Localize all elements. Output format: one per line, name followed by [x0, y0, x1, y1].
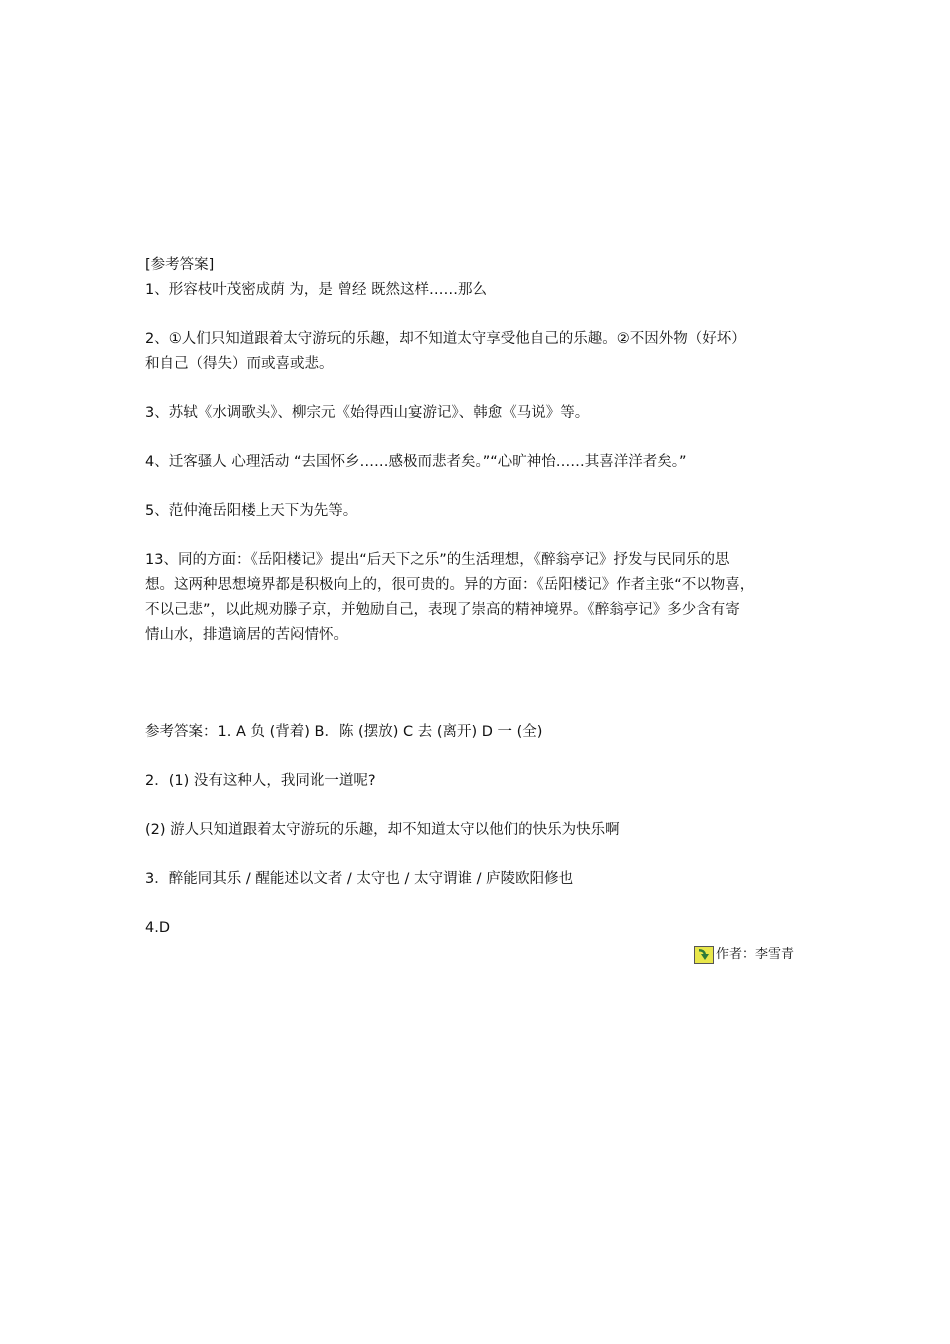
- answer-13-line-3: 不以己悲”，以此规劝滕子京，并勉励自己，表现了崇高的精神境界。《醉翁亭记》多少含有寄: [145, 602, 740, 618]
- document-body: [145, 253, 815, 941]
- answer-part2-1: 参考答案：1. A 负 (背着) B．陈 (摆放) C 去 (离开) D 一 (全): [145, 724, 543, 740]
- answer-part2-2-1: 2．(1) 没有这种人，我同讹一道呢?: [145, 773, 376, 789]
- answer-part2-2-2: (2) 游人只知道跟着太守游玩的乐趣，却不知道太守以他们的快乐为快乐啊: [145, 822, 620, 838]
- answer-13-line-2: 想。这两种思想境界都是积极向上的，很可贵的。异的方面：《岳阳楼记》作者主张“不以物喜，: [145, 577, 755, 593]
- answer-2-line-2: 和自己（得失）而或喜或悲。: [145, 356, 334, 372]
- answer-2-line-1: 2、①人们只知道跟着太守游玩的乐趣，却不知道太守享受他自己的乐趣。②不因外物（好坏）: [145, 331, 746, 347]
- answer-13-line-4: 情山水，排遣谪居的苦闷情怀。: [145, 627, 348, 643]
- author-name: 作者：李雪青: [716, 947, 795, 962]
- answer-heading: [参考答案]: [145, 257, 215, 273]
- answer-13-line-1: 13、同的方面：《岳阳楼记》提出“后天下之乐”的生活理想，《醉翁亭记》抒发与民同乐的思: [145, 552, 730, 568]
- answer-part2-3: 3．醉能同其乐 / 醒能述以文者 / 太守也 / 太守谓谁 / 庐陵欧阳修也: [145, 871, 574, 887]
- author-credit: [694, 945, 794, 965]
- answer-3: 3、苏轼《水调歌头》、柳宗元《始得西山宴游记》、韩愈《马说》等。: [145, 405, 590, 421]
- answer-1: 1、形容枝叶茂密成荫 为，是 曾经 既然这样……那么: [145, 282, 488, 298]
- author-arrow-icon: [694, 946, 714, 964]
- answer-4: 4、迁客骚人 心理活动 “去国怀乡……感极而悲者矣。”“心旷神怡……其喜洋洋者矣。”: [145, 454, 687, 470]
- answer-5: 5、范仲淹岳阳楼上天下为先等。: [145, 503, 358, 519]
- answer-part2-4: 4.D: [145, 920, 170, 936]
